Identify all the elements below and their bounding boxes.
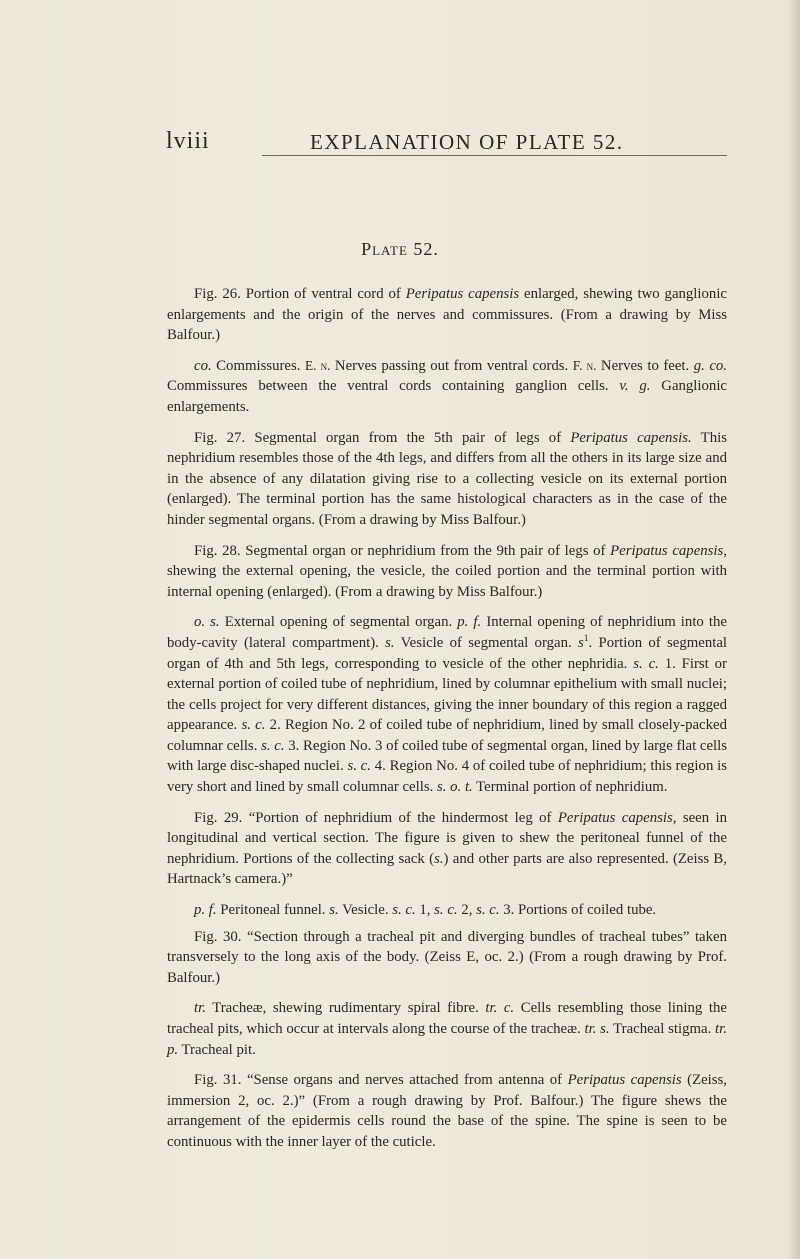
fig-26-caption: Fig. 26. Portion of ventral cord of Peripatus capensis enlarged, shewing two ganglionic enlargements and the origin of the nerves and commissures. (From a drawing by Miss Balfour.) [167,286,728,344]
page-number: lviii [166,128,210,154]
page-edge-shadow [788,0,800,1259]
fig-28-key: o. s. External opening of segmental organ. p. f. Internal opening of nephridium into the body-cavity (lateral compartment). s. Vesicle of segmental organ. $s^1$. Portion of segmental organ of 4th and 5th legs, corresponding to vesicle of the other nephridia. s. c. 1. First or external portion of coiled tube of nephridium, lined by columnar epithelium with small nuclei; the cells project for very different distances, giving the inner boundary of this region a ragged appearance. s. c. 2. Region No. 2 of coiled tube of nephridium, lined by small closely-packed columnar cells. s. c. 3. Region No. 3 of coiled tube of segmental organ, lined by large flat cells with large disc-shaped nuclei. s. c. 4. Region No. 4 of coiled tube of nephridium; this region is very short and lined by small columnar cells. s. o. t. Terminal portion of nephridium. [167,614,728,796]
header-rule [262,155,727,156]
fig-27-caption: Fig. 27. Segmental organ from the 5th pair of legs of Peripatus capensis. This nephridium resembles those of the 4th legs, and differs from all the others in its large size and in the absence of any dilatation giving rise to a collecting vesicle on its external portion (enlarged). The terminal portion has the same histological characters as in the case of the hinder segmental organs. (From a drawing by Miss Balfour.) [167,429,727,528]
plate-title: Plate 52. [361,239,439,259]
fig-29-key: p. f. Peritoneal funnel. s. Vesicle. s. c. 1, s. c. 2, s. c. 3. Portions of coiled tube. [194,902,657,919]
fig-29-caption: Fig. 29. “Portion of nephridium of the hindermost leg of Peripatus capensis, seen in longitudinal and vertical section. The figure is given to shew the peritoneal funnel of the nephridium. Portions of the collecting sack (s.) and other parts are also represented. (Zeiss B, Hartnack’s camera.)” [167,809,728,888]
fig-31-caption: Fig. 31. “Sense organs and nerves attached from antenna of Peripatus capensis (Zeiss, immersion 2, oc. 2.)” (From a rough drawing by Prof. Balfour.) The figure shews the arrangement of the epidermis cells round the base of the spine. The spine is seen to be continuous with the inner layer of the cuticle. [167,1072,728,1150]
fig-30-caption: Fig. 30. “Section through a tracheal pit and diverging bundles of tracheal tubes” taken transversely to the long axis of the body. (Zeiss E, oc. 2.) (From a rough drawing by Prof. Balfour.) [167,928,727,986]
fig-26-key: co. Commissures. E. n. Nerves passing out from ventral cords. F. n. Nerves to feet. g. co. Commissures between the ventral cords containing ganglion cells. v. g. Ganglionic enlargements. [167,357,728,415]
fig-30-key: tr. Tracheæ, shewing rudimentary spiral fibre. tr. c. Cells resembling those lining the tracheal pits, which occur at intervals along the course of the tracheæ. tr. s. Tracheal stigma. tr. p. Tracheal pit. [167,1000,727,1058]
fig-28-caption: Fig. 28. Segmental organ or nephridium from the 9th pair of legs of Peripatus capensis, shewing the external opening, the vesicle, the coiled portion and the terminal portion with internal opening (enlarged). (From a drawing by Miss Balfour.) [167,542,727,600]
plate-explanation-body [167,284,727,1163]
page-header [166,128,726,158]
running-head: EXPLANATION OF PLATE 52. [310,130,624,154]
